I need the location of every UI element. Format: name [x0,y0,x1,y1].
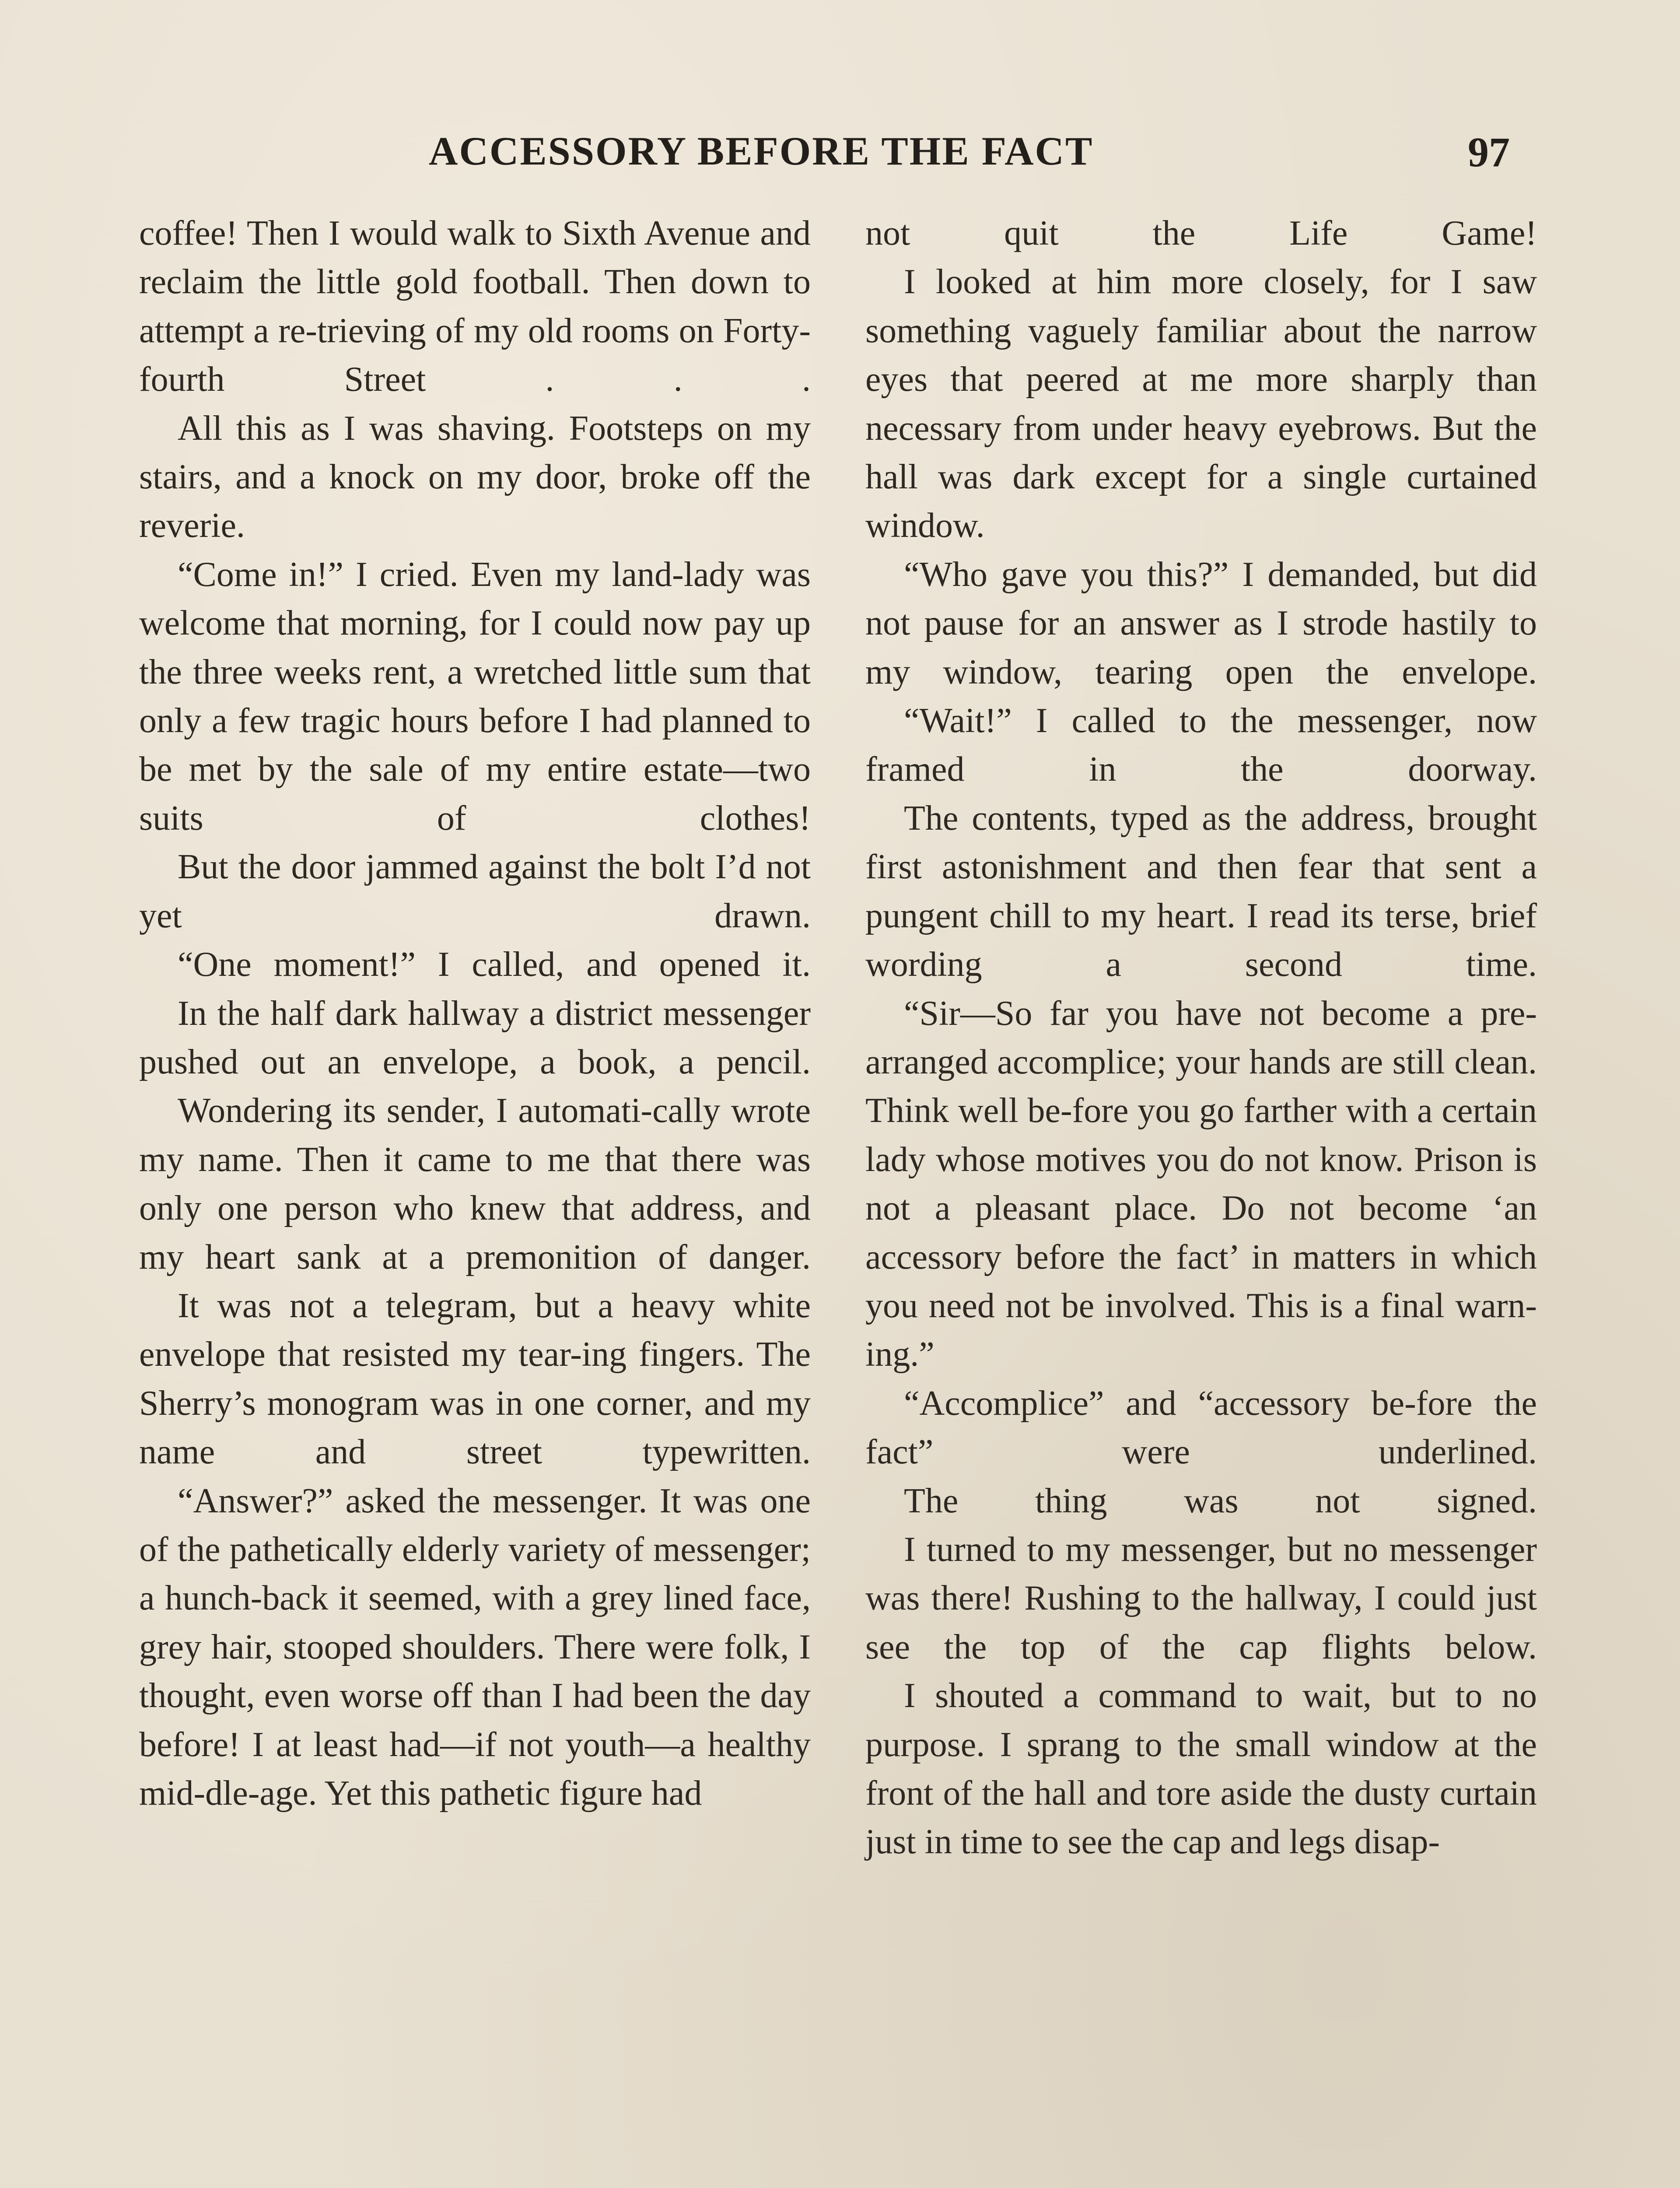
paragraph: In the half dark hallway a district messenger pushed out an envelope, a book, a pencil. [139,994,811,1081]
running-title: ACCESSORY BEFORE THE FACT [429,129,1094,173]
left-column [139,209,811,1818]
paragraph: I turned to my messenger, but no messenger was there! Rushing to the hallway, I could just see the top of the cap flights below. [865,1530,1537,1666]
right-column [865,209,1537,1867]
paragraph: The contents, typed as the address, brought first astonishment and then fear that sent a pungent chill to my heart. I read its terse, brief wording a second time. [865,799,1537,984]
paragraph: I looked at him more closely, for I saw something vaguely familiar about the narrow eyes that peered at me more sharply than necessary from under heavy eyebrows. But the hall was dark except for a single curtained window. [865,263,1537,545]
paragraph: “Wait!” I called to the messenger, now framed in the doorway. [865,701,1537,789]
paragraph: “One moment!” I called, and opened it. [178,945,811,984]
paragraph: not quit the Life Game! [865,214,1537,252]
paragraph: Wondering its sender, I automati-cally wrote my name. Then it came to me that there was only one person who knew that address, and my heart sank at a premonition of danger. [139,1091,811,1276]
paragraph: The thing was not signed. [904,1481,1537,1520]
paragraph: All this as I was shaving. Footsteps on my stairs, and a knock on my door, broke off the reverie. [139,409,811,545]
paragraph: “Come in!” I cried. Even my land-lady was welcome that morning, for I could now pay up the three weeks rent, a wretched little sum that only a few tragic hours before I had planned to be met by the sale of my entire estate—two suits of clothes! [139,555,811,838]
paragraph: “Accomplice” and “accessory be-fore the fact” were underlined. [865,1384,1537,1472]
paragraph: I shouted a command to wait, but to no purpose. I sprang to the small window at the front of the hall and tore aside the dusty curtain just in time to see the cap and legs disap- [865,1676,1537,1862]
paragraph: coffee! Then I would walk to Sixth Avenue and reclaim the little gold football. Then down to attempt a re-trieving of my old rooms on Forty-fourth Street . . . [139,214,811,399]
paragraph: It was not a telegram, but a heavy white envelope that resisted my tear-ing fingers. The Sherry’s monogram was in one corner, and my name and street typewritten. [139,1286,811,1472]
page-number: 97 [1468,129,1510,175]
paragraph: “Sir—So far you have not become a pre-arranged accomplice; your hands are still clean. Think well be-fore you go farther with a certain lady whose motives you do not know. Prison is not a pleasant place. Do not become ‘an accessory before the fact’ in matters in which you need not be involved. This is a final warn-ing.” [865,994,1537,1374]
paragraph: “Who gave you this?” I demanded, but did not pause for an answer as I strode hastily to my window, tearing open the envelope. [865,555,1537,691]
paragraph: But the door jammed against the bolt I’d not yet drawn. [139,848,811,935]
paragraph: “Answer?” asked the messenger. It was one of the pathetically elderly variety of messenger; a hunch-back it seemed, with a grey lined face, grey hair, stooped shoulders. There were folk, I thought, even worse off than I had been the day before! I at least had—if not youth—a healthy mid-dle-age. Yet this pathetic figure had [139,1481,811,1813]
